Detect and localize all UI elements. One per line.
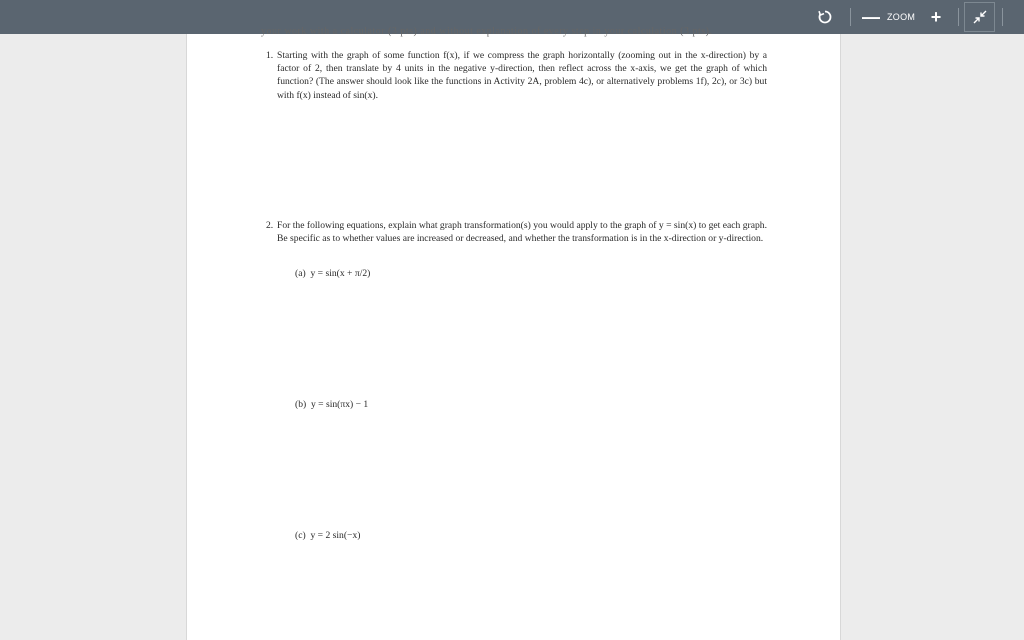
zoom-label: ZOOM [887,12,916,22]
subproblem-label: (b) [295,399,307,410]
subproblem-label: (a) [295,268,306,279]
collapse-arrows-icon [973,10,987,24]
rotate-icon [817,9,833,25]
toolbar-divider [850,8,851,26]
plus-icon: + [930,6,942,27]
document-page [186,26,841,640]
subproblem-equation: y = 2 sin(−x) [310,530,361,541]
problem-number: 2. [266,220,274,231]
zoom-out-button[interactable] [860,0,882,34]
clipped-text-line: your work with a calculator (3 pts) and without explanation of every step in your calculation (3 pts). [261,26,713,37]
subproblem-c [295,530,360,541]
subproblem-b [295,399,368,410]
zoom-in-button[interactable] [924,0,948,34]
minus-icon: — [862,6,880,27]
subproblem-label: (c) [295,530,306,541]
subproblem-equation: y = sin(πx) − 1 [310,399,369,410]
problem-text: For the following equations, explain what graph transformation(s) you would apply to the graph of y = sin(x) to get each graph. Be specific as to whether values are increased or decreased, and whether the transformation is in the x-direction or y-direction. [277,220,767,245]
subproblem-equation: y = sin(x + π/2) [310,268,371,279]
problem-1 [266,49,767,102]
problem-number: 1. [266,50,274,61]
problem-text: Starting with the graph of some function f(x), if we compress the graph horizontally (zooming out in the x-direction) by a factor of 2, then translate by 4 units in the negative y-direction, then reflect across the x-axis, we get the graph of which function? (The answer should look like the functions in Activity 2A, problem 4c), or alternatively problems 1f), 2c), or 3c) but with f(x) instead of sin(x). [277,50,767,101]
exit-fullscreen-button[interactable] [964,2,995,32]
problem-2 [266,219,767,245]
toolbar-divider [1002,8,1003,26]
toolbar-divider [958,8,959,26]
rotate-button[interactable] [810,0,840,34]
subproblem-a [295,268,370,279]
